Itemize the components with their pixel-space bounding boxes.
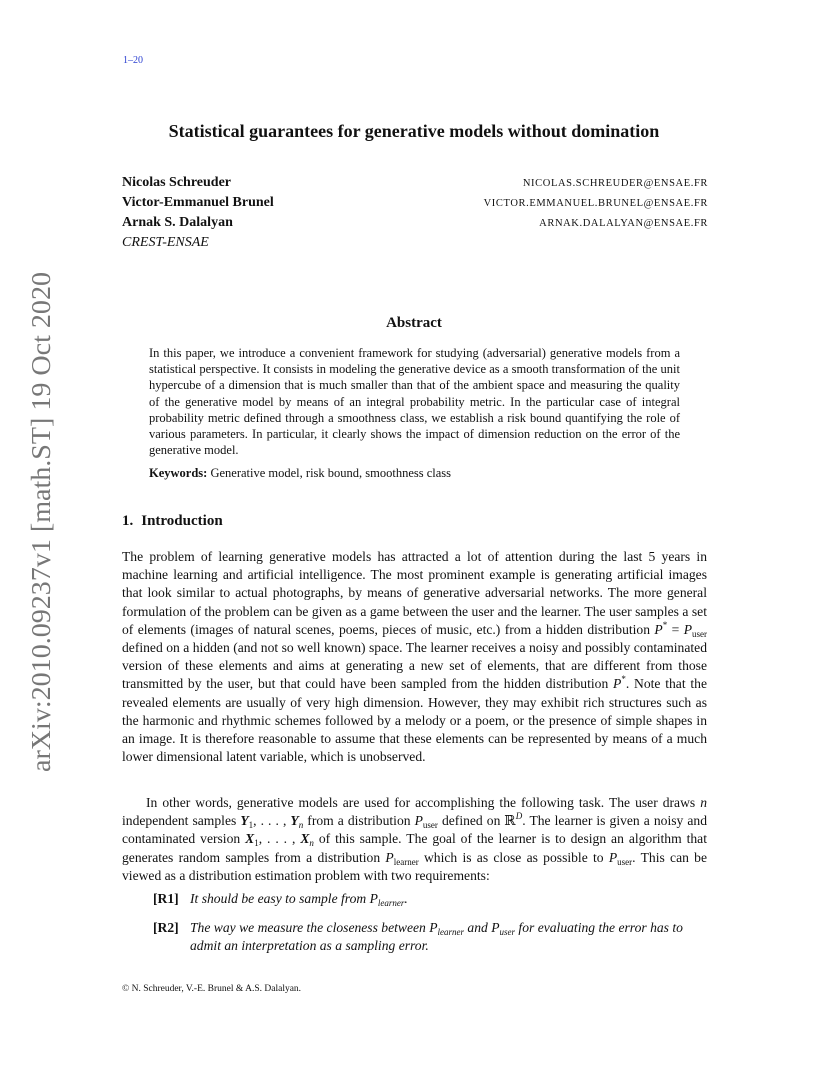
page-number: 1–20 [123, 55, 143, 66]
keywords-label: Keywords: [149, 466, 208, 480]
author-name: Victor-Emmanuel Brunel [122, 195, 274, 210]
requirement-text: The way we measure the closeness between $P_{learner}$ and $P_{user}$ for evaluating the error has to admit an interpretation as a sampling error. [190, 920, 683, 954]
author-row [122, 213, 708, 233]
author-row [122, 193, 708, 213]
author-name: Nicolas Schreuder [122, 175, 232, 190]
intro-paragraph-2: In other words, generative models are used for accomplishing the following task. The user draws n independent samples $Y_1$, . . . , $Y_n$ from a distribution $P_{user}$ defined on ℝ$^D$. The learner is given a noisy and contaminated version $X_1$, . . . , $X_n$ of this sample. The goal of the learner is to design an algorithm that generates random samples from a distribution $P_{learner}$ which is as close as possible to $P_{user}$. This can be viewed as a distribution estimation problem with two requirements: [122, 795, 707, 883]
svg-text:arXiv:2010.09237v1 [math.ST]: arXiv:2010.09237v1 [math.ST] 19 Oct 2020 [26, 290, 56, 772]
requirement-label: [R2] [153, 920, 179, 935]
requirement-text: It should be easy to sample from $P_{learner}$. [190, 891, 408, 908]
author-email[interactable]: NICOLAS.SCHREUDER@ENSAE.FR [522, 178, 708, 189]
arxiv-stamp [12, 272, 62, 772]
author-row [122, 173, 708, 193]
affiliation: CREST-ENSAE [122, 235, 209, 250]
author-block [122, 173, 708, 252]
section-title: Introduction [141, 513, 223, 529]
keywords-text: Generative model, risk bound, smoothness class [207, 466, 452, 480]
section-number: 1. [122, 513, 134, 529]
author-email[interactable]: ARNAK.DALALYAN@ENSAE.FR [539, 218, 708, 229]
requirement-label: [R1] [153, 891, 179, 906]
author-email[interactable]: VICTOR.EMMANUEL.BRUNEL@ENSAE.FR [483, 198, 708, 209]
keywords [149, 466, 680, 481]
copyright-footer: © N. Schreuder, V.-E. Brunel & A.S. Dalalyan. [122, 984, 302, 994]
paper-title: Statistical guarantees for generative models without domination [168, 121, 660, 141]
abstract-heading: Abstract [386, 315, 442, 331]
intro-paragraph-1: The problem of learning generative models has attracted a lot of attention during the last 5 years in machine learning and artificial intelligence. The most prominent example is generating artificial images that look similar to actual photographs, by means of generative adversarial networks. The more general formulation of the problem can be given as a game between the user and the learner. The user samples a set of elements (images of natural scenes, poems, pieces of music, etc.) from a hidden distribution $P^* = P_{user}$ defined on a hidden (and not so well known) space. The learner receives a noisy and possibly contaminated version of these elements and aims at generating a new set of elements, that are different from those transmitted by the user, but that could have been sampled from the hidden distribution P*. Note that the revealed elements are usually of very high dimension. However, they may exhibit rich structures such as the harmonic and rhythmic schemes followed by a melody or a poem, or the presence of simple shapes in an image. It is therefore reasonable to assume that these elements can be represented by means of a much lower dimensional latent variable, which is unobserved. [122, 549, 708, 765]
abstract-text: In this paper, we introduce a convenient framework for studying (adversarial) generative models from a statistical perspective. It consists in modeling the generative device as a smooth transformation of the unit hypercube of a dimension that is much smaller than that of the ambient space and measuring the quality of the generative model by means of an integral probability metric. In the particular case of integral probability metric defined through a smoothness class, we establish a risk bound quantifying the role of various parameters. In particular, it clearly shows the impact of dimension reduction on the error of the generative model. [149, 346, 680, 458]
author-name: Arnak S. Dalalyan [122, 215, 233, 230]
section-heading [122, 513, 223, 530]
